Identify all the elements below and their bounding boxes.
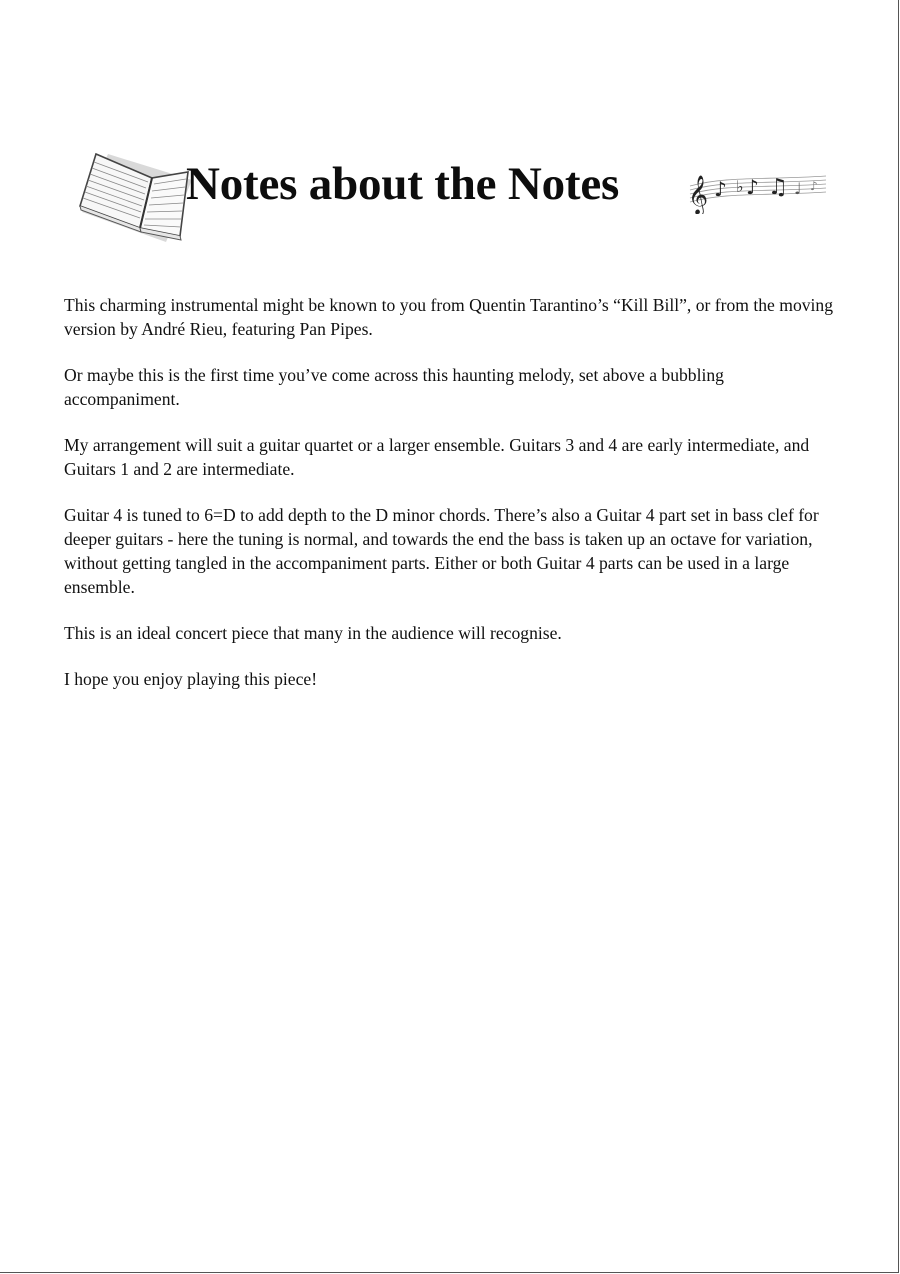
music-notes-icon [686,158,830,214]
paragraph-arrangement: My arrangement will suit a guitar quartet or a larger ensemble. Guitars 3 and 4 are early intermediate, and Guitars 1 and 2 are intermediate. [64,435,810,479]
paragraph-enjoy: I hope you enjoy playing this piece! [64,669,318,689]
paragraph-guitar-4-tuning: Guitar 4 is tuned to 6=D to add depth to the D minor chords. There’s also a Guitar 4 part set in bass clef for deeper guitars - here the tuning is normal, and towards the end the bass is taken up an octave for variation, without getting tangled in the accompaniment parts. Either or both Guitar 4 parts can be used in a large ensemble. [64,505,819,597]
paragraph-concert-piece: This is an ideal concert piece that many in the audience will recognise. [64,623,562,643]
paragraph-first-time: Or maybe this is the first time you’ve come across this haunting melody, set above a bubbling accompaniment. [64,365,724,409]
svg-text:♪: ♪ [714,177,727,201]
page-title: Notes about the Notes [186,158,620,210]
svg-text:♩: ♩ [794,179,802,198]
svg-text:𝄞: 𝄞 [688,175,709,214]
svg-text:♪: ♪ [746,175,759,199]
page-header [72,150,842,246]
svg-text:♫: ♫ [768,175,788,200]
svg-text:♪: ♪ [810,179,818,193]
svg-text:♭: ♭ [736,177,744,196]
notes-body [64,293,838,713]
open-book-icon [78,150,194,246]
paragraph-kill-bill: This charming instrumental might be known to you from Quentin Tarantino’s “Kill Bill”, or from the moving version by André Rieu, featuring Pan Pipes. [64,295,834,339]
